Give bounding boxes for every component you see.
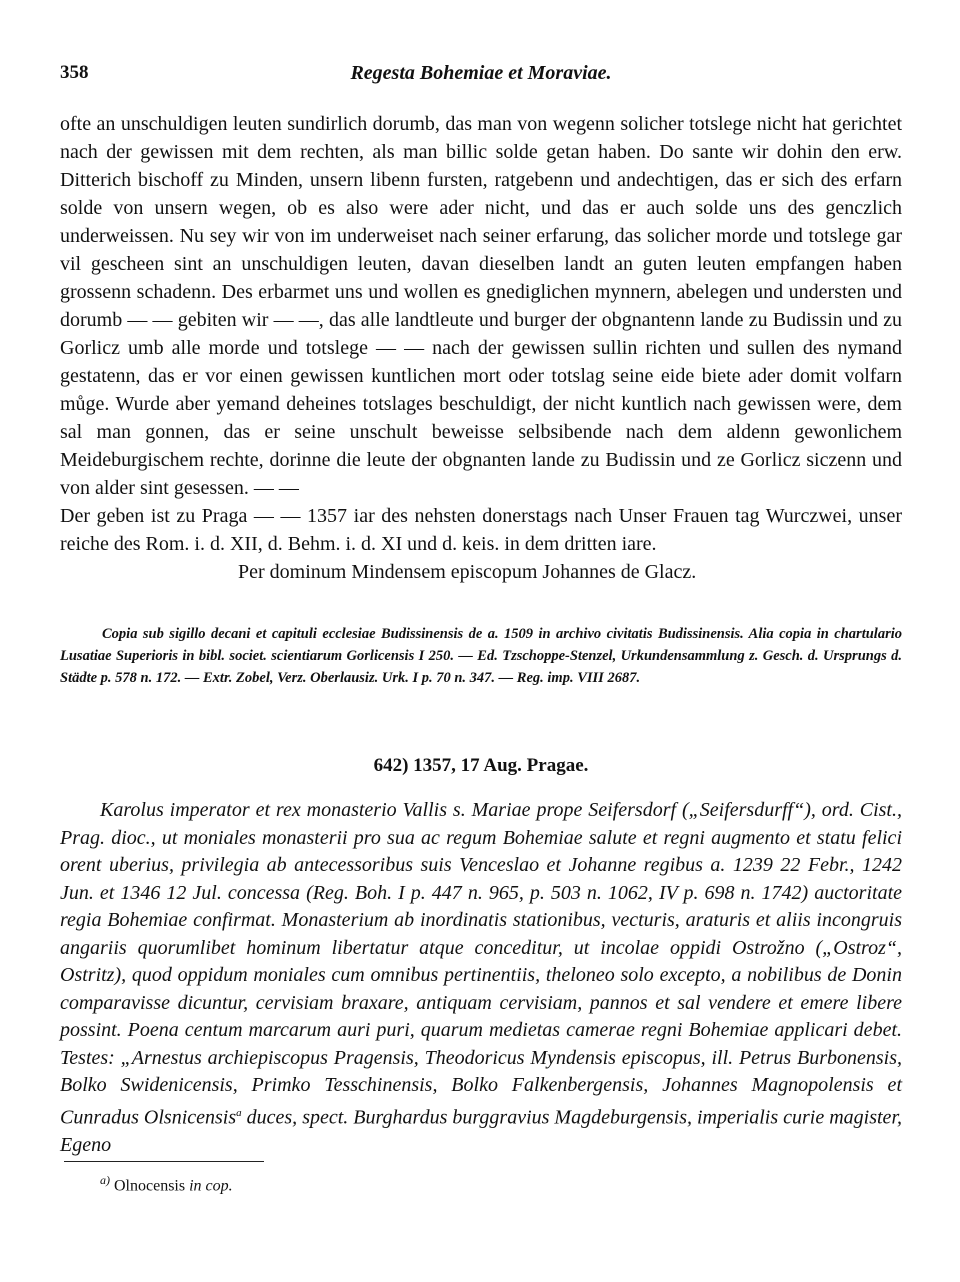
running-title: Regesta Bohemiae et Moraviae. bbox=[350, 62, 612, 84]
footnote-mark: a) bbox=[100, 1173, 110, 1187]
charter-dating: Der geben ist zu Praga — — 1357 iar des nehsten donerstags nach Unser Frauen tag Wurczwei, unser reiche des Rom. i. d. XII, d. Behm. i. d. XI und d. keis. in dem dritten iare. bbox=[60, 505, 902, 555]
footnote-text: Olnocensis bbox=[114, 1177, 186, 1195]
page-number: 358 bbox=[60, 62, 89, 83]
footnote-reference: a bbox=[236, 1106, 242, 1119]
charter-text bbox=[60, 110, 902, 586]
charter-paragraph: ofte an unschuldigen leuten sundirlich dorumb, das man von wegenn solicher totslege nicht hat gerichtet nach der gewissen mit dem rechten, als man billic solde getan haben. Do sante wir dohin den erw. Ditterich bischoff zu Minden, unsern libenn fursten, ratgebenn und andechtigen, das er sich des erfarn solde von unsern wegen, ob es also were ader nicht, und das er auch solde uns des genczlich underweissen. Nu sey wir von im underweiset nach seiner erfarung, das solicher morde und totslege gar vil gescheen sint an unschuldigen leuten, davan dieselben landt an guten leuten empfangen haben grossenn schadenn. Des erbarmet uns und wollen es gnediglichen mynnern, abelegen und understen und dorumb — — gebiten wir — —, das alle landtleute und burger der obgnantenn lande zu Budissin und zu Gorlicz umb alle morde und totslege — — nach der gewissen sullin richten und sullen des nymand gestatenn, das er vor einen gewissen kuntlichen mort oder totslag seine eide biete ader domit volfarn můge. Wurde aber yemand deheines totslages beschuldigt, der nicht kuntlich nach gewissen were, dem sal man gonnen, das er seine unschult beweisse selbsibende nach dem aldenn gewonlichem Meideburgischem rechte, dorinne die leute der obgnanten lande zu Budissin und ze Gorlicz siczenn und von alder sint gesessen. — — bbox=[60, 113, 902, 499]
footnote-qualifier: in cop. bbox=[189, 1177, 233, 1195]
regest-body: Karolus imperator et rex monasterio Vallis s. Mariae prope Seifersdorf („Seifersdurff“), ord. Cist., Prag. dioc., ut moniales monasterii pro sua ac regum Bohemiae salute et regni augmento et statu felici orent uberius, privilegia ab antecessoribus suis Venceslao et Johanne regibus a. 1239 22 Febr., 1242 Jun. et 1346 12 Jul. concessa (Reg. Boh. I p. 447 n. 965, p. 503 n. 1062, IV p. 698 n. 1742) auctoritate regia Bohemiae confirmat. Monasterium ab inordinatis stationibus, vecturis, araturis et aliis incongruis angariis quorumlibet hominum libertatur atque conceditur, ut incolae oppidi Ostrožno („Ostroz“, Ostritz), quod oppidum moniales cum omnibus pertinentiis, theloneo solo excepto, a nobilibus de Donin comparavisse dicuntur, cervisiam braxare, antiquam cervisiam, pannos et sal vendere et emere libere possint. Poena centum marcarum auri puri, quarum medietas camerae regni Bohemiae applicari debet. Testes: „Arnestus archiepiscopus Pragensis, Theodoricus Myndensis episcopus, ill. Petrus Burbonensis, Bolko Swidenicensis, Primko Tesschinensis, Bolko Falkenbergensis, Johannes Magnopolensis et Cunradus Olsnicensis bbox=[60, 799, 902, 1129]
charter-chancery-note: Per dominum Mindensem episcopum Johannes de Glacz. bbox=[238, 561, 697, 583]
regest-text bbox=[60, 797, 902, 1159]
document-heading: 642) 1357, 17 Aug. Pragae. bbox=[373, 755, 589, 776]
footnote bbox=[100, 1173, 233, 1195]
source-note: Copia sub sigillo decani et capituli ecclesiae Budissinensis de a. 1509 in archivo civitatis Budissinensis. Alia copia in chartulario Lusatiae Superioris in bibl. societ. scientiarum Gorlicensis I 250. — Ed. Tzschoppe-Stenzel, Urkundensammlung z. Gesch. d. Ursprungs d. Städte p. 578 n. 172. — Extr. Zobel, Verz. Oberlausiz. Urk. I p. 70 n. 347. — Reg. imp. VIII 2687. bbox=[60, 626, 902, 686]
regest-body-end: duces, spect. Burghardus burggravius Magdeburgensis, imperialis curie magister, Egeno bbox=[60, 1106, 903, 1156]
footnote-divider bbox=[64, 1161, 264, 1162]
page-header bbox=[60, 62, 902, 90]
